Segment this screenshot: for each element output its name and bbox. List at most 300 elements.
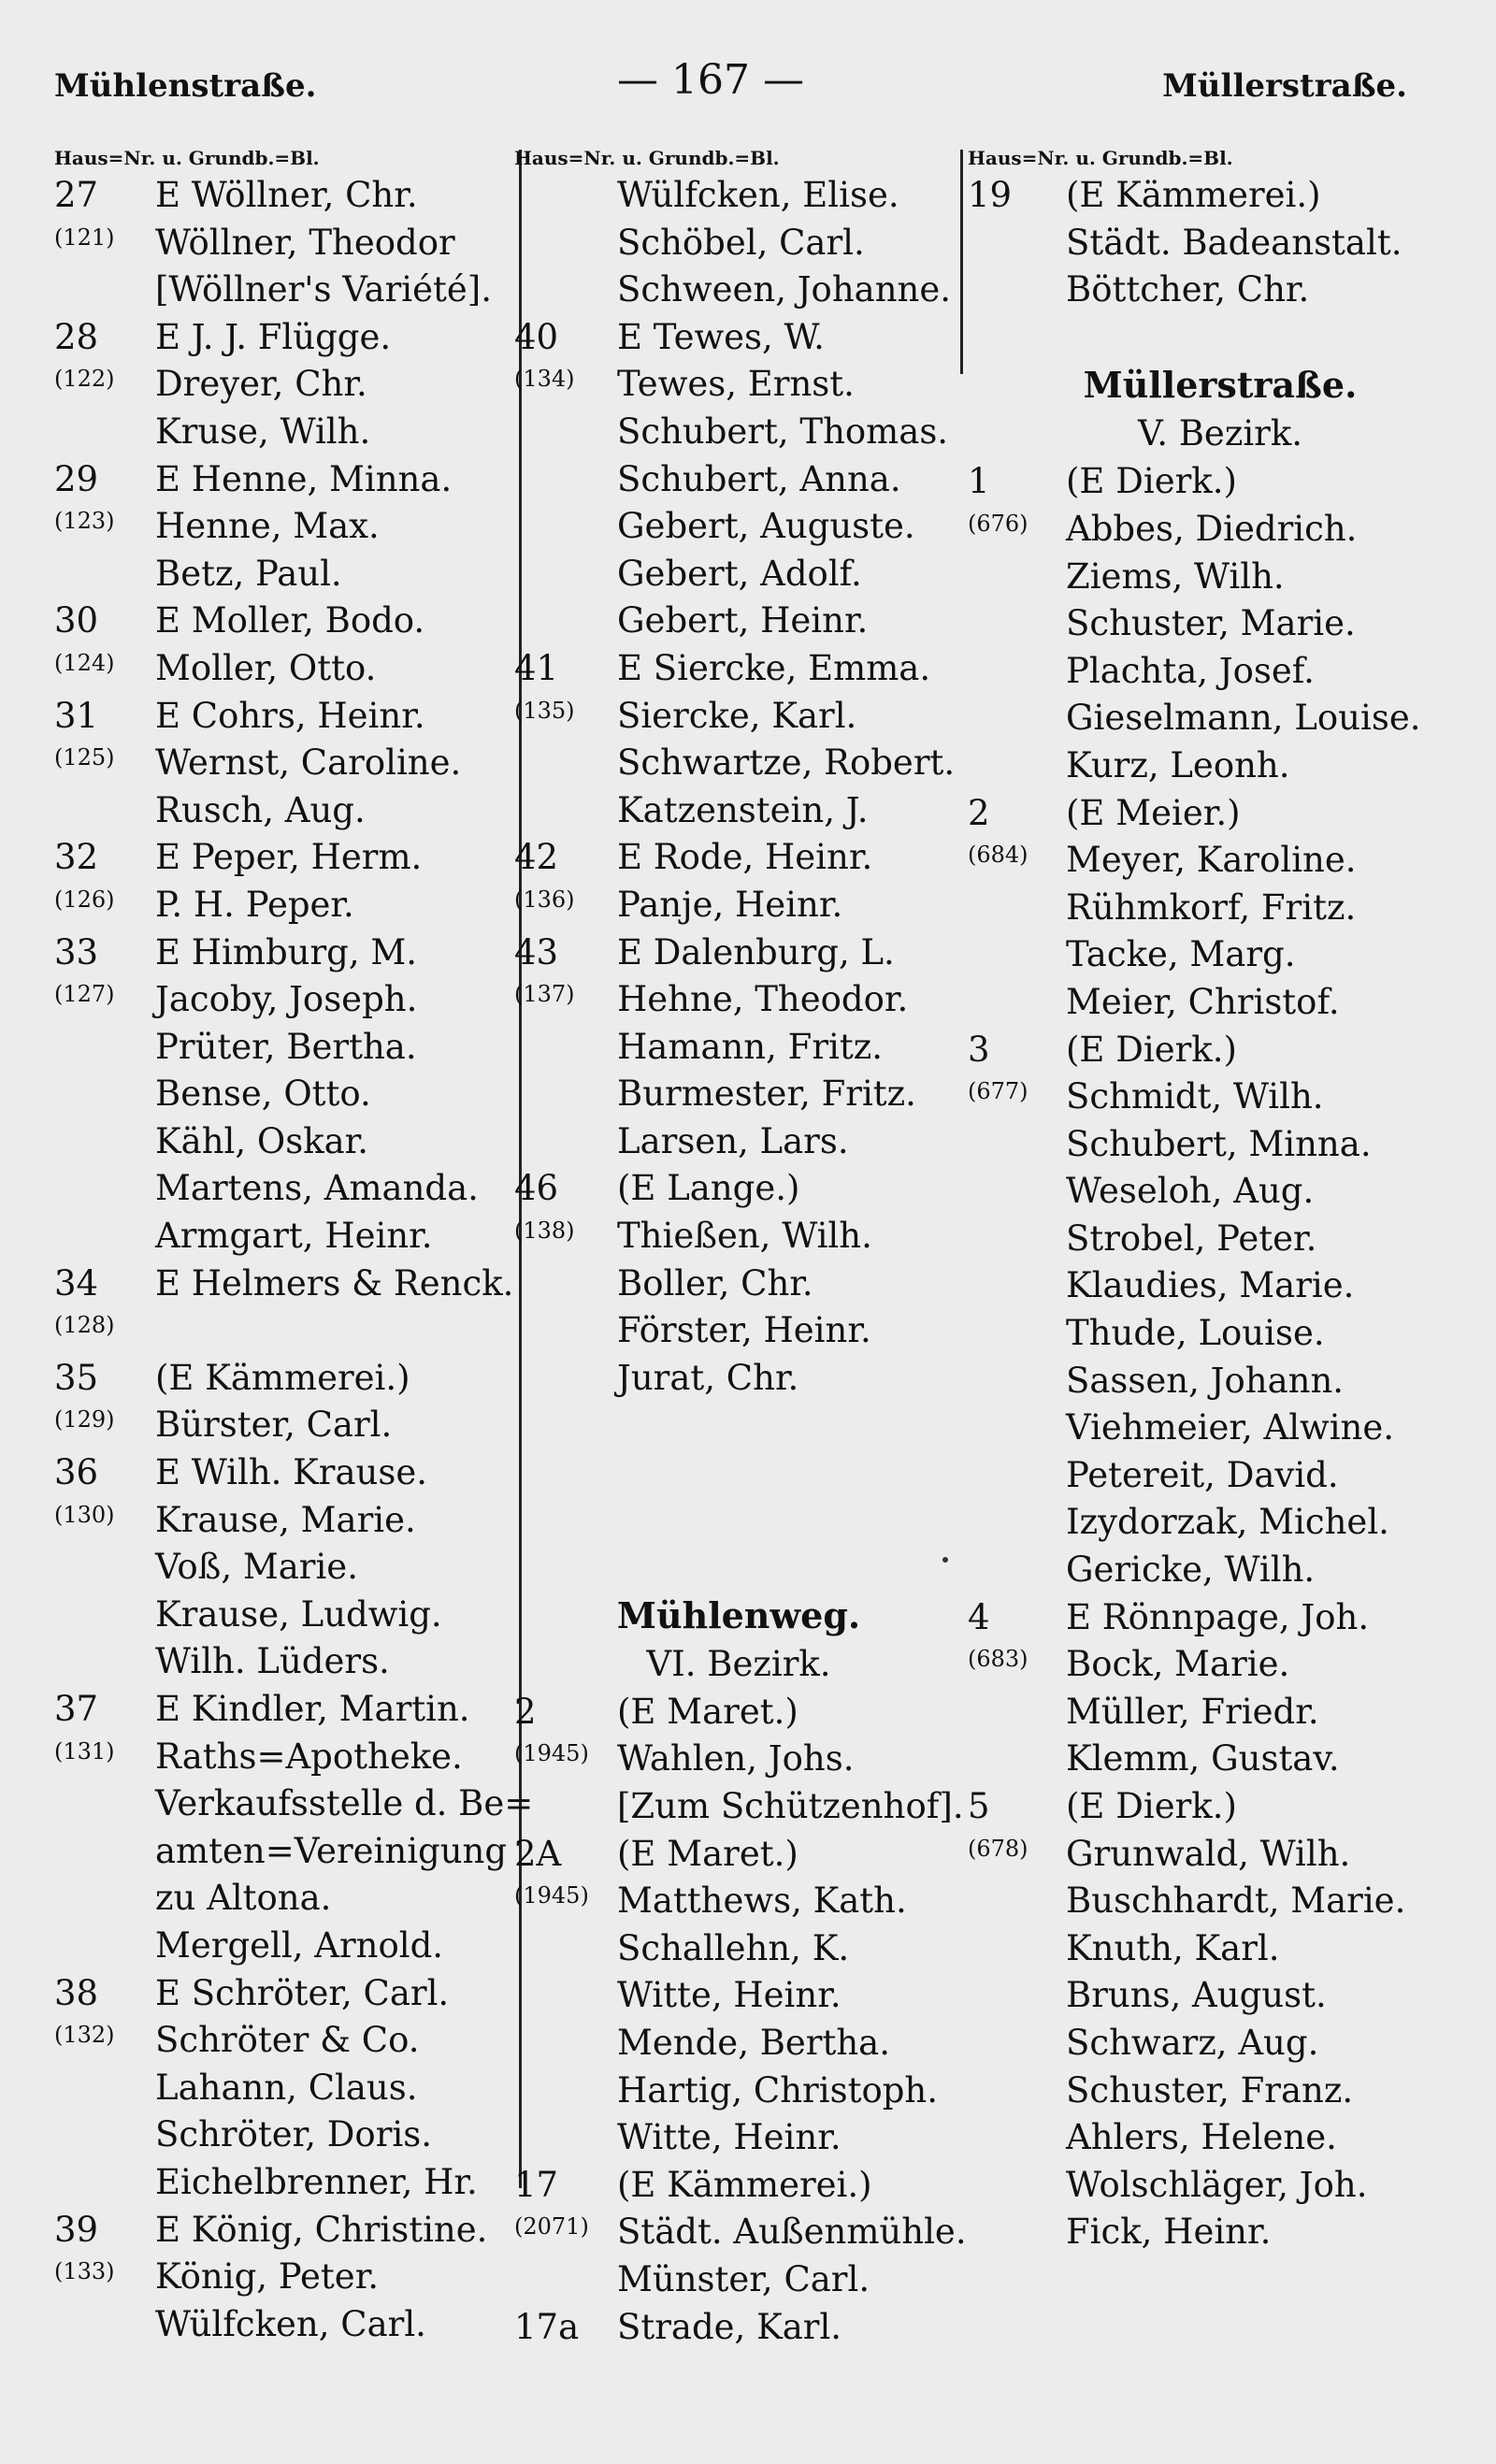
directory-entry: [514, 2162, 963, 2210]
directory-entry: [968, 837, 1473, 885]
resident-name: Schubert, Thomas.: [617, 411, 949, 452]
directory-entry: [54, 1734, 512, 1781]
directory-entry: [514, 1783, 963, 1831]
directory-entry: [54, 2065, 512, 2112]
directory-entry: [968, 1216, 1473, 1263]
resident-name: [Wöllner's Variété].: [155, 269, 492, 310]
directory-entry: [54, 740, 512, 787]
directory-entry: [968, 885, 1473, 932]
resident-name: E Siercke, Emma.: [617, 647, 931, 688]
directory-entry: [514, 503, 963, 551]
resident-name: Wernst, Caroline.: [155, 742, 462, 784]
directory-entry: [514, 1878, 963, 1925]
directory-entry: [968, 1168, 1473, 1216]
resident-name: E Wöllner, Chr.: [155, 175, 418, 215]
spacer: [514, 1544, 963, 1592]
directory-entry: [514, 740, 963, 787]
directory-entry: [54, 1402, 512, 1449]
house-number: 42: [514, 837, 559, 878]
resident-name: (E Meier.): [1066, 792, 1241, 833]
resident-name: Izydorzak, Michel.: [1066, 1502, 1389, 1543]
resident-name: Müller, Friedr.: [1066, 1691, 1319, 1732]
directory-entry: [514, 2020, 963, 2068]
house-number: (137): [514, 981, 575, 1008]
resident-name: Prüter, Bertha.: [155, 1026, 417, 1067]
resident-name: Schröter, Doris.: [155, 2114, 432, 2155]
resident-name: Matthews, Kath.: [617, 1880, 907, 1922]
resident-name: Meier, Christof.: [1066, 981, 1340, 1022]
resident-name: Dreyer, Chr.: [155, 364, 367, 405]
directory-entry: [514, 2256, 963, 2304]
resident-name: König, Peter.: [155, 2256, 380, 2298]
directory-entry: [968, 931, 1473, 979]
directory-entry: [968, 2114, 1473, 2162]
resident-name: Martens, Amanda.: [155, 1168, 479, 1209]
house-number: 4: [968, 1596, 990, 1637]
resident-name: Eichelbrenner, Hr.: [155, 2161, 478, 2202]
resident-name: Siercke, Karl.: [617, 695, 857, 736]
directory-entry: [514, 1213, 963, 1261]
resident-name: E Kindler, Martin.: [155, 1689, 470, 1729]
directory-entry: [54, 456, 512, 504]
directory-entry: [54, 1638, 512, 1686]
directory-entry: [968, 695, 1473, 742]
directory-entry: [968, 506, 1473, 554]
directory-entry: [514, 409, 963, 456]
resident-name: Schallehn, K.: [617, 1927, 850, 1968]
resident-name: Schwartze, Robert.: [617, 742, 956, 784]
resident-name: Panje, Heinr.: [617, 884, 843, 925]
resident-name: Thießen, Wilh.: [617, 1216, 872, 1257]
resident-name: Voß, Marie.: [155, 1547, 358, 1588]
house-number: (129): [54, 1406, 115, 1434]
directory-entry: [514, 2209, 967, 2256]
house-number: 28: [54, 316, 99, 357]
resident-name: E Rode, Heinr.: [617, 837, 873, 878]
directory-entry: [514, 976, 963, 1024]
directory-entry: [54, 1970, 512, 2018]
house-number: 17a: [514, 2306, 580, 2347]
resident-name: Schröter & Co.: [155, 2020, 420, 2061]
directory-entry: [54, 1875, 512, 1923]
resident-name: Klaudies, Marie.: [1066, 1265, 1355, 1306]
resident-name: E Himburg, M.: [155, 931, 418, 973]
street-title: Mühlenweg.: [616, 1593, 861, 1636]
directory-entry: [54, 1592, 512, 1639]
resident-name: Meyer, Karoline.: [1066, 840, 1357, 881]
directory-entry: [54, 1780, 534, 1828]
resident-name: Kähl, Oskar.: [155, 1120, 369, 1161]
directory-entry: [54, 929, 512, 977]
resident-name: Kurz, Leonh.: [1066, 744, 1290, 785]
directory-entry: [514, 1307, 963, 1355]
resident-name: Witte, Heinr.: [617, 1975, 842, 2016]
directory-entry: [54, 1828, 512, 1876]
resident-name: (E Kämmerei.): [155, 1357, 410, 1398]
resident-name: Wülfcken, Elise.: [617, 175, 899, 215]
directory-entry: [54, 1307, 512, 1355]
resident-name: Sassen, Johann.: [1066, 1360, 1345, 1401]
directory-entry: [514, 1972, 963, 2020]
directory-entry: [514, 598, 963, 645]
resident-name: Schubert, Minna.: [1066, 1123, 1372, 1164]
resident-name: Schween, Johanne.: [617, 269, 952, 310]
directory-entry: [968, 1121, 1473, 1169]
house-number: (124): [54, 649, 115, 676]
resident-name: (E Kämmerei.): [1066, 175, 1321, 215]
resident-name: Jurat, Chr.: [617, 1357, 799, 1398]
house-number: 35: [54, 1357, 99, 1398]
spacer: [968, 314, 1473, 362]
directory-entry: [968, 2020, 1473, 2068]
column-header: Haus=Nr. u. Grundb.=Bl.: [54, 147, 320, 169]
directory-entry: [54, 598, 512, 645]
resident-name: Henne, Max.: [155, 506, 380, 547]
resident-name: Gebert, Adolf.: [617, 553, 862, 594]
directory-entry: [514, 1925, 963, 1973]
directory-entry: [968, 2068, 1473, 2115]
column-3: [968, 148, 1473, 2256]
house-number: 2: [968, 792, 990, 833]
resident-name: E Cohrs, Heinr.: [155, 695, 425, 736]
directory-entry: [968, 1925, 1473, 1973]
directory-entry: [968, 1027, 1473, 1074]
resident-name: Schmidt, Wilh.: [1066, 1076, 1324, 1117]
directory-entry: [968, 220, 1473, 267]
resident-name: Krause, Marie.: [155, 1499, 416, 1540]
resident-name: Raths=Apotheke.: [155, 1736, 463, 1777]
resident-name: E J. J. Flügge.: [155, 316, 392, 357]
resident-name: (E Dierk.): [1066, 1786, 1237, 1826]
resident-name: Hehne, Theodor.: [617, 979, 909, 1020]
house-number: (138): [514, 1218, 575, 1245]
directory-entry: [514, 787, 963, 835]
resident-name: Bense, Otto.: [155, 1073, 371, 1115]
directory-entry: [514, 267, 963, 314]
directory-entry: [514, 882, 963, 929]
directory-entry: [968, 1310, 1473, 1358]
directory-entry: [54, 1497, 512, 1545]
resident-name: Moller, Otto.: [155, 647, 377, 688]
house-number: (134): [514, 366, 575, 393]
directory-entry: [968, 1972, 1473, 2020]
resident-name: Wülfcken, Carl.: [155, 2303, 426, 2344]
resident-name: E Rönnpage, Joh.: [1066, 1596, 1370, 1637]
house-number: (2071): [514, 2213, 589, 2241]
resident-name: amten=Vereinigung: [155, 1830, 508, 1871]
directory-entry: [514, 645, 963, 693]
column-header: Haus=Nr. u. Grundb.=Bl.: [514, 147, 780, 169]
directory-entry: [968, 1689, 1473, 1736]
directory-entry: [54, 1071, 512, 1118]
directory-entry: [968, 1358, 1473, 1405]
directory-entry: [514, 1689, 963, 1736]
directory-entry: [968, 600, 1473, 648]
resident-name: E Moller, Bodo.: [155, 600, 425, 641]
resident-name: Buschhardt, Marie.: [1066, 1880, 1406, 1922]
house-number: 1: [968, 461, 990, 502]
house-number: (123): [54, 508, 115, 535]
directory-entry: [514, 2304, 963, 2352]
column-header: Haus=Nr. u. Grundb.=Bl.: [968, 147, 1233, 169]
resident-name: (E Maret.): [617, 1833, 798, 1874]
resident-name: (E Kämmerei.): [617, 2164, 872, 2205]
directory-entry: [54, 1213, 512, 1261]
resident-name: E König, Christine.: [155, 2209, 488, 2250]
directory-entry: [968, 2162, 1473, 2210]
house-number: (684): [968, 842, 1028, 869]
house-number: (122): [54, 366, 115, 393]
directory-entry: [54, 693, 512, 741]
directory-entry: [54, 645, 512, 693]
print-speck: [942, 1557, 948, 1563]
house-number: (1945): [514, 1882, 589, 1909]
resident-name: [Zum Schützenhof].: [617, 1786, 964, 1826]
resident-name: Weseloh, Aug.: [1066, 1171, 1315, 1212]
directory-entry: [514, 172, 963, 220]
house-number: (676): [968, 510, 1028, 537]
directory-entry: [514, 1831, 963, 1879]
directory-entry: [514, 220, 963, 267]
resident-name: Grunwald, Wilh.: [1066, 1833, 1351, 1874]
resident-name: (E Maret.): [617, 1691, 798, 1732]
directory-entry: [54, 2111, 512, 2159]
resident-name: Tewes, Ernst.: [617, 364, 855, 405]
resident-name: Schuster, Marie.: [1066, 603, 1356, 644]
directory-entry: [54, 1355, 512, 1403]
resident-name: Hamann, Fritz.: [617, 1026, 883, 1067]
column-1: [54, 147, 534, 2348]
house-number: 17: [514, 2164, 559, 2205]
house-number: 46: [514, 1168, 559, 1209]
house-number: 38: [54, 1972, 99, 2013]
directory-entry: [514, 361, 963, 409]
directory-entry: [54, 1024, 512, 1072]
resident-name: Bruns, August.: [1066, 1975, 1327, 2016]
directory-entry: [54, 2159, 512, 2207]
resident-name: Witte, Heinr.: [617, 2117, 842, 2158]
page-number: — 167 —: [617, 56, 804, 104]
resident-name: Thude, Louise.: [1066, 1313, 1325, 1354]
resident-name: Schuster, Franz.: [1066, 2069, 1354, 2111]
resident-name: Katzenstein, J.: [617, 789, 869, 830]
directory-entry: [968, 648, 1473, 696]
directory-entry: [968, 1736, 1473, 1783]
directory-entry: [514, 1355, 963, 1403]
running-header-right: Müllerstraße.: [1162, 67, 1407, 105]
house-number: 43: [514, 931, 559, 973]
house-number: (131): [54, 1737, 115, 1765]
directory-entry: [514, 1261, 963, 1308]
house-number: (136): [514, 886, 575, 913]
resident-name: E Henne, Minna.: [155, 458, 453, 499]
directory-entry: [514, 1165, 963, 1213]
house-number: 2A: [514, 1833, 562, 1874]
house-number: (130): [54, 1501, 115, 1528]
directory-entry: [968, 1641, 1473, 1689]
house-number: (683): [968, 1646, 1028, 1673]
resident-name: Schwarz, Aug.: [1066, 2022, 1319, 2063]
resident-name: Knuth, Karl.: [1066, 1927, 1280, 1968]
resident-name: Klemm, Gustav.: [1066, 1738, 1340, 1780]
directory-entry: [514, 1071, 963, 1118]
house-number: 37: [54, 1689, 99, 1729]
directory-entry: [514, 2114, 963, 2162]
directory-entry: [968, 1831, 1473, 1879]
directory-entry: [514, 2068, 963, 2115]
resident-name: Plachta, Josef.: [1066, 650, 1315, 691]
directory-entry: [54, 172, 512, 220]
house-number: 32: [54, 837, 99, 878]
resident-name: E Peper, Herm.: [155, 837, 423, 878]
resident-name: Hartig, Christoph.: [617, 2069, 938, 2111]
directory-entry: [514, 1736, 963, 1783]
directory-entry: [54, 267, 512, 314]
resident-name: Städt. Außenmühle.: [617, 2212, 967, 2253]
running-header-left: Mühlenstraße.: [54, 67, 317, 105]
resident-name: Bürster, Carl.: [155, 1405, 393, 1446]
house-number: 5: [968, 1786, 990, 1826]
house-number: 31: [54, 695, 99, 736]
resident-name: Städt. Badeanstalt.: [1066, 222, 1402, 263]
column-2: [514, 147, 967, 2351]
house-number: (677): [968, 1078, 1028, 1105]
resident-name: Gebert, Auguste.: [617, 506, 915, 547]
resident-name: Boller, Chr.: [617, 1262, 813, 1304]
resident-name: E Tewes, W.: [617, 316, 825, 357]
directory-entry: [54, 1118, 512, 1166]
resident-name: Armgart, Heinr.: [155, 1216, 433, 1257]
resident-name: Petereit, David.: [1066, 1454, 1339, 1495]
directory-entry: [54, 834, 512, 882]
resident-name: Wilh. Lüders.: [155, 1641, 390, 1682]
directory-entry: [54, 2301, 512, 2349]
directory-entry: [54, 409, 512, 456]
directory-entry: [514, 1118, 963, 1166]
resident-name: Strobel, Peter.: [1066, 1218, 1317, 1259]
house-number: 40: [514, 316, 559, 357]
resident-name: zu Altona.: [155, 1878, 332, 1919]
directory-entry: [968, 267, 1473, 314]
directory-entry: [968, 1405, 1473, 1452]
resident-name: Rusch, Aug.: [155, 789, 366, 830]
resident-name: Kruse, Wilh.: [155, 411, 371, 452]
resident-name: Larsen, Lars.: [617, 1120, 849, 1161]
district-label: V. Bezirk.: [1137, 413, 1303, 454]
house-number: 3: [968, 1029, 990, 1070]
directory-entry: [968, 172, 1473, 220]
house-number: 19: [968, 175, 1013, 215]
house-number: (128): [54, 1312, 115, 1339]
spacer: [514, 1402, 963, 1449]
house-number: 36: [54, 1452, 99, 1493]
directory-entry: [514, 314, 963, 362]
directory-entry: [54, 976, 512, 1024]
directory-entry: [54, 503, 512, 551]
directory-entry: [54, 2207, 512, 2255]
resident-name: Strade, Karl.: [617, 2306, 842, 2347]
directory-entry: [514, 929, 963, 977]
house-number: 33: [54, 931, 99, 973]
directory-entry: [968, 554, 1473, 601]
directory-entry: [54, 314, 512, 362]
house-number: (125): [54, 744, 115, 771]
directory-entry: [54, 2254, 512, 2301]
directory-entry: [54, 787, 512, 835]
house-number: (1945): [514, 1740, 589, 1767]
directory-entry: [514, 834, 963, 882]
resident-name: Tacke, Marg.: [1066, 934, 1296, 975]
district-label: VI. Bezirk.: [646, 1643, 831, 1684]
resident-name: Rühmkorf, Fritz.: [1066, 886, 1357, 928]
resident-name: E Wilh. Krause.: [155, 1452, 428, 1493]
resident-name: E Dalenburg, L.: [617, 931, 895, 973]
resident-name: Bock, Marie.: [1066, 1644, 1290, 1685]
directory-entry: [54, 1261, 512, 1308]
directory-entry: [54, 1449, 512, 1497]
resident-name: Gebert, Heinr.: [617, 600, 869, 641]
directory-entry: [968, 1878, 1473, 1925]
resident-name: Ziems, Wilh.: [1066, 555, 1285, 597]
house-number: 30: [54, 600, 99, 641]
directory-entry: [968, 1452, 1473, 1500]
resident-name: Viehmeier, Alwine.: [1066, 1407, 1395, 1448]
resident-name: Schubert, Anna.: [617, 458, 901, 499]
resident-name: P. H. Peper.: [155, 884, 354, 925]
house-number: (678): [968, 1835, 1028, 1862]
directory-entry: [968, 458, 1473, 506]
resident-name: Mende, Bertha.: [617, 2022, 891, 2063]
house-number: 41: [514, 647, 559, 688]
resident-name: Lahann, Claus.: [155, 2067, 418, 2108]
directory-entry: [54, 551, 512, 598]
directory-entry: [54, 1165, 512, 1213]
directory-entry: [968, 1547, 1473, 1594]
house-number: (135): [514, 697, 575, 724]
house-number: 27: [54, 175, 99, 215]
resident-name: Wahlen, Johs.: [617, 1738, 855, 1780]
resident-name: Wöllner, Theodor: [155, 222, 455, 263]
house-number: 2: [514, 1691, 537, 1732]
directory-entry: [968, 1499, 1473, 1547]
resident-name: (E Dierk.): [1066, 461, 1237, 502]
resident-name: Gericke, Wilh.: [1066, 1549, 1316, 1591]
resident-name: Krause, Ludwig.: [155, 1593, 442, 1635]
house-number: (132): [54, 2022, 115, 2049]
directory-entry: [968, 979, 1473, 1027]
resident-name: Böttcher, Chr.: [1066, 269, 1310, 310]
house-number: (133): [54, 2258, 115, 2285]
directory-entry: [514, 693, 963, 741]
resident-name: Jacoby, Joseph.: [155, 979, 418, 1020]
spacer: [514, 1497, 963, 1545]
resident-name: Betz, Paul.: [155, 553, 342, 594]
resident-name: Fick, Heinr.: [1066, 2212, 1272, 2253]
directory-entry: [54, 1686, 512, 1734]
house-number: 29: [54, 458, 99, 499]
house-number: (127): [54, 981, 115, 1008]
directory-entry: [54, 361, 512, 409]
directory-entry: [54, 882, 512, 929]
house-number: (121): [54, 223, 115, 251]
directory-entry: [514, 456, 963, 504]
directory-entry: [968, 1594, 1473, 1642]
resident-name: Wolschläger, Joh.: [1066, 2164, 1368, 2205]
directory-entry: [54, 1923, 512, 1970]
house-number: 39: [54, 2209, 99, 2250]
directory-entry: [968, 742, 1473, 790]
directory-entry: [514, 1024, 963, 1072]
